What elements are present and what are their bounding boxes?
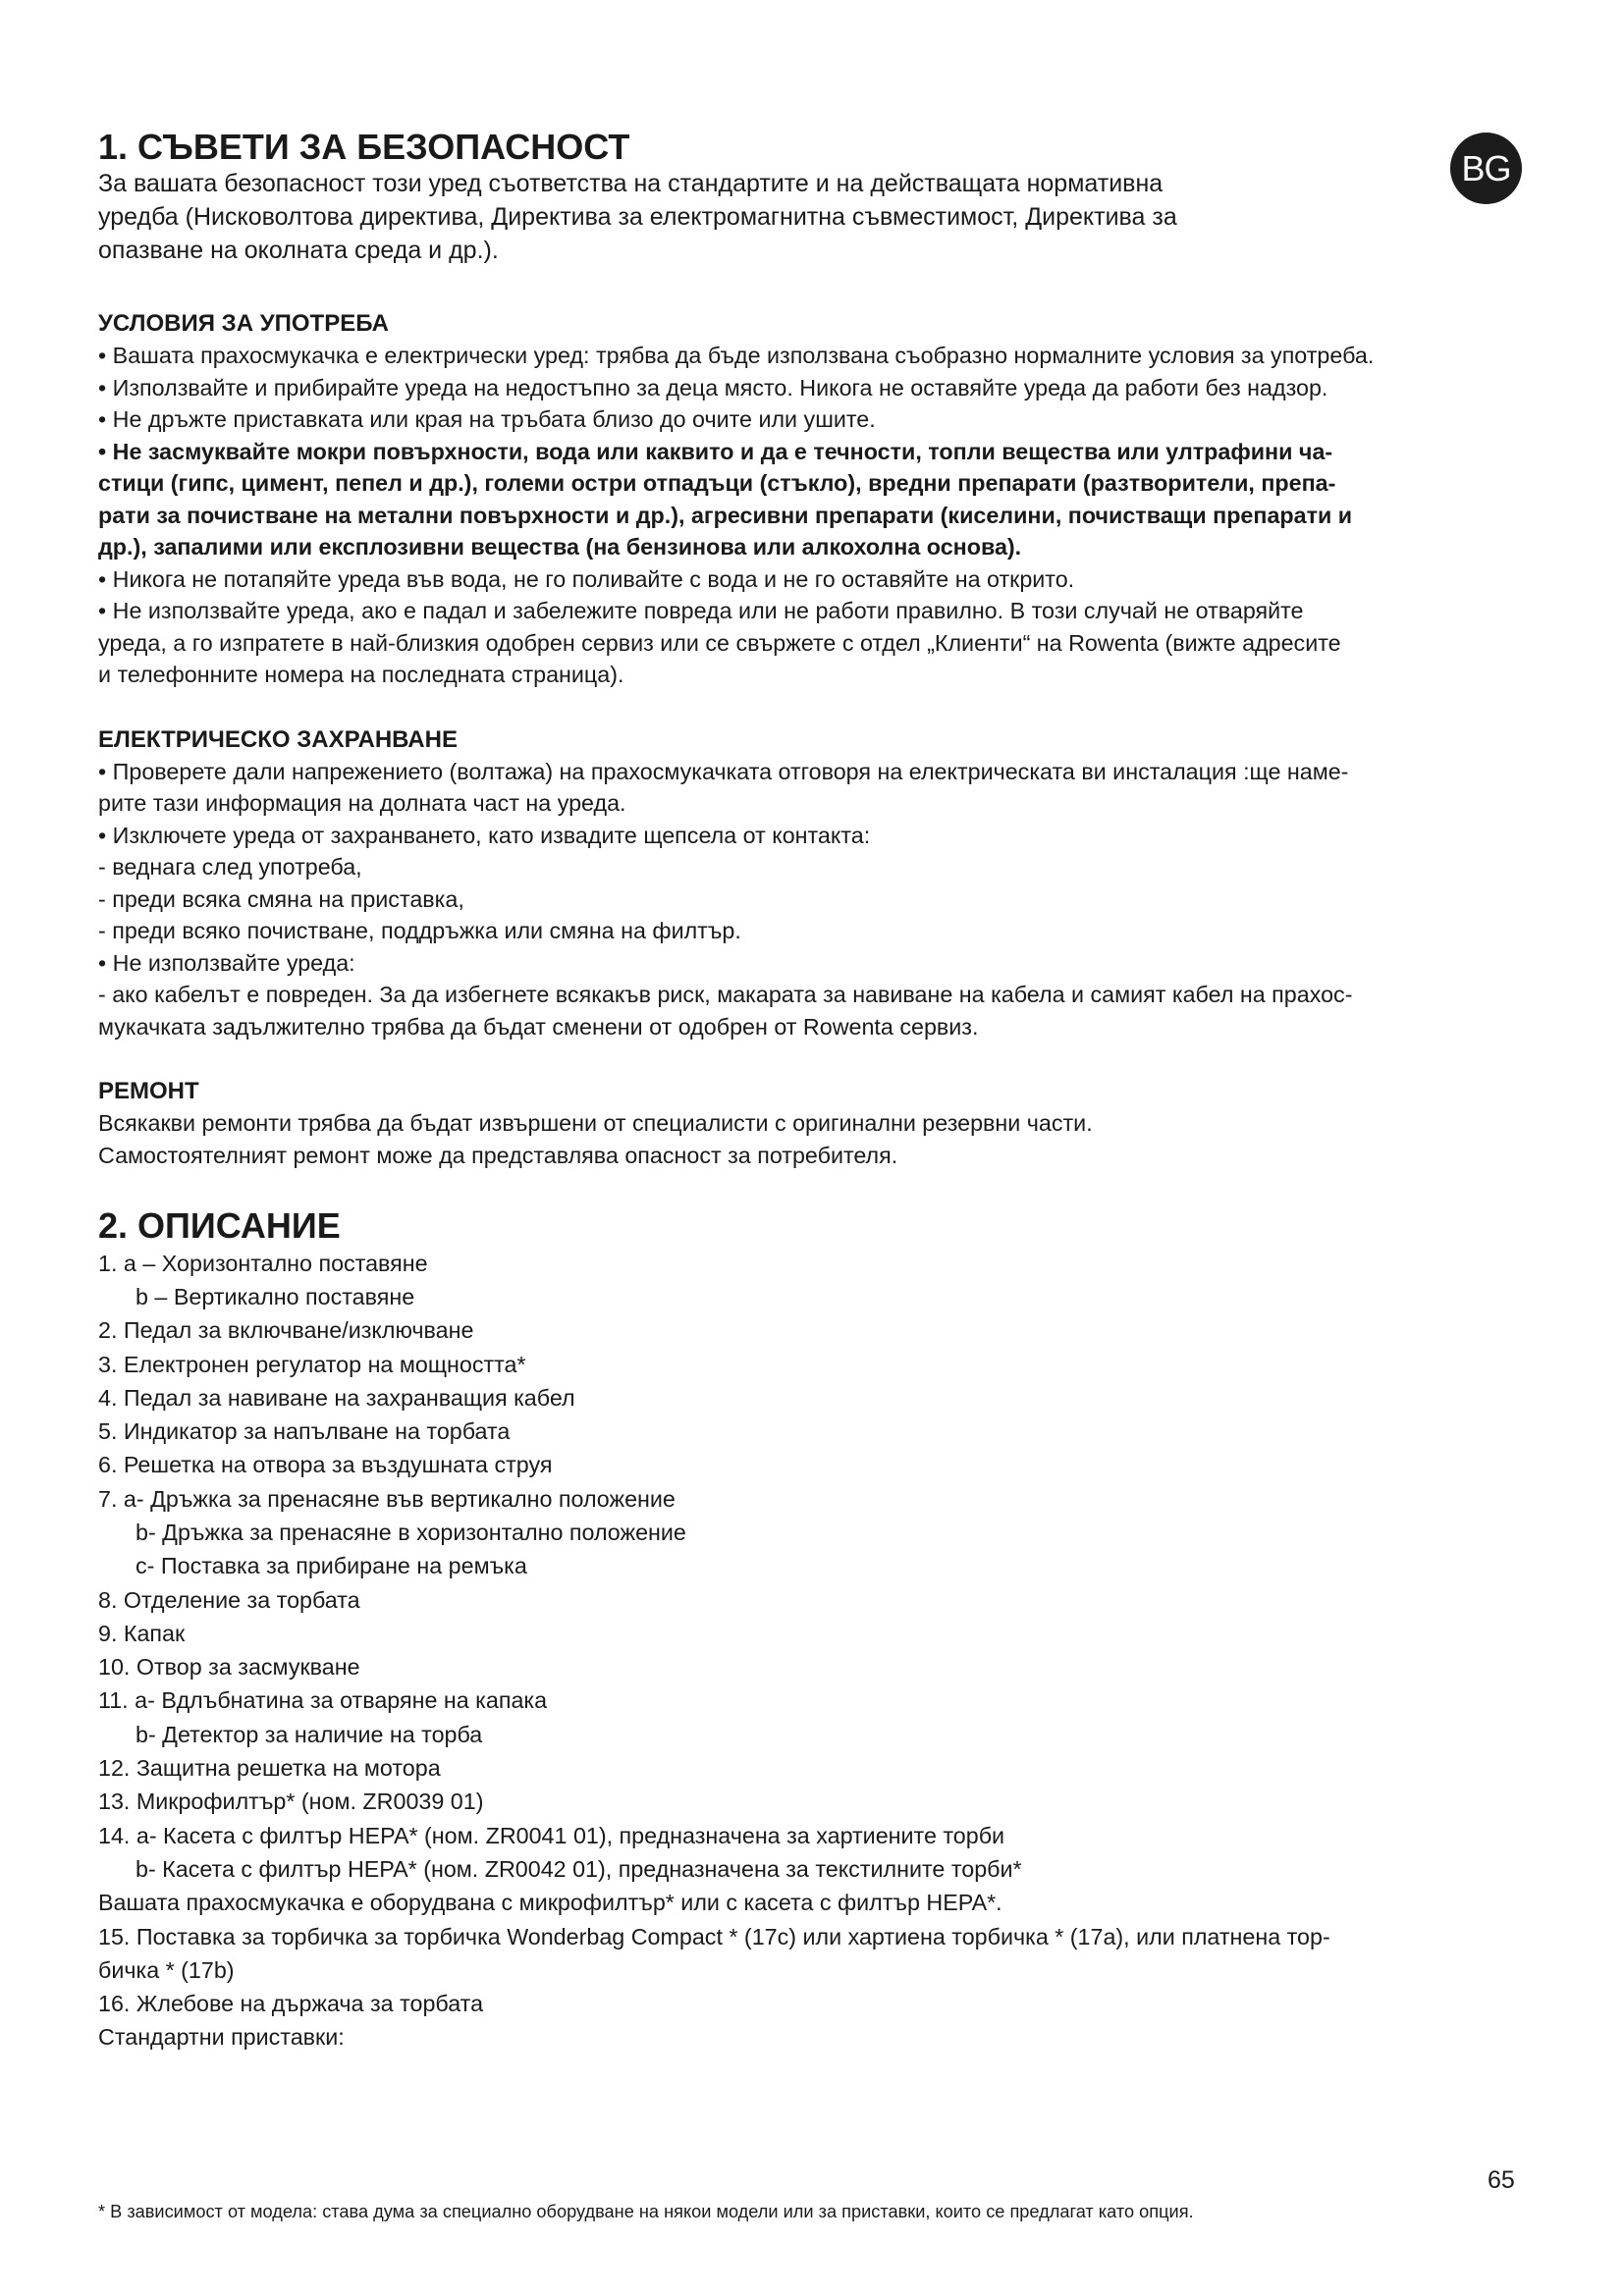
text-line: мукачката задължително трябва да бъдат сменени от одобрен от Rowenta сервиз. <box>98 1013 979 1040</box>
text-line: • Използвайте и прибирайте уреда на недостъпно за деца място. Никога не оставяйте уреда да работи без надзор. <box>98 374 1328 400</box>
repair-section <box>98 1076 1551 1171</box>
bold-warning-line: др.), запалими или експлозивни вещества (на бензинова или алкохолна основа). <box>98 534 1022 561</box>
page-number: 65 <box>1488 2166 1515 2194</box>
description-item: Стандартни приставки: <box>98 2024 345 2051</box>
text-line: - веднага след употреба, <box>98 854 362 881</box>
text-line: • Никога не потапяйте уреда във вода, не го поливайте с вода и не го оставяйте на открито. <box>98 565 1075 592</box>
description-item: b – Вертикално поставяне <box>135 1283 415 1309</box>
description-item: 1. a – Хоризонтално поставяне <box>98 1250 428 1276</box>
text-line: • Не използвайте уреда: <box>98 949 355 976</box>
intro-line: уредба (Нисковолтова директива, Директива за електромагнитна съвместимост, Директива за <box>98 203 1177 232</box>
text-line: Самостоятелният ремонт може да представлява опасност за потребителя. <box>98 1142 898 1168</box>
description-item: 6. Решетка на отвора за въздушната струя <box>98 1452 553 1478</box>
description-item: 5. Индикатор за напълване на торбата <box>98 1418 511 1445</box>
text-line: • Вашата прахосмукачка е електрически уред: трябва да бъде използвана съобразно нормалните условия за употреба. <box>98 343 1375 369</box>
text-line: уреда, а го изпратете в най-близкия одобрен сервиз или се свържете с отдел „Клиенти“ на Rowenta (вижте адресите <box>98 629 1341 656</box>
intro-line: опазване на околната среда и др.). <box>98 237 499 265</box>
description-item: 3. Електронен регулатор на мощността* <box>98 1351 526 1377</box>
text-line: - преди всяко почистване, поддръжка или смяна на филтър. <box>98 918 741 944</box>
description-item: 2. Педал за включване/изключване <box>98 1317 474 1344</box>
bold-warning-line: рати за почистване на метални повърхности и др.), агресивни препарати (киселини, почистващи препарати и <box>98 502 1353 528</box>
description-item: b- Касета с филтър HEPA* (ном. ZR0042 01), предназначена за текстилните торби* <box>135 1855 1022 1882</box>
footnote: * В зависимост от модела: става дума за специално оборудване на някои модели или за приставки, които се предлагат като опция. <box>98 2202 1194 2221</box>
text-line: - преди всяка смяна на приставка, <box>98 885 464 912</box>
language-badge: BG <box>1450 133 1522 204</box>
repair-heading: РЕМОНТ <box>98 1078 199 1105</box>
bold-warning-line: стици (гипс, цимент, пепел и др.), големи остри отпадъци (стъкло), вредни препарати (разтворители, препа- <box>98 470 1336 497</box>
text-line: рите тази информация на долната част на уреда. <box>98 790 626 817</box>
description-item: 14. a- Касета с филтър HEPA* (ном. ZR0041 01), предназначена за хартиените торби <box>98 1822 1005 1848</box>
conditions-section <box>98 308 1551 691</box>
text-line: • Не използвайте уреда, ако е падал и забележите повреда или не работи правилно. В този случай не отваряйте <box>98 598 1304 624</box>
conditions-heading: УСЛОВИЯ ЗА УПОТРЕБА <box>98 310 389 338</box>
page-content <box>98 128 1551 2055</box>
description-item: b- Детектор за наличие на торба <box>135 1721 483 1747</box>
text-line: • Изключете уреда от захранването, като извадите щепсела от контакта: <box>98 822 871 848</box>
electric-heading: ЕЛЕКТРИЧЕСКО ЗАХРАНВАНЕ <box>98 725 458 753</box>
description-item: 4. Педал за навиване на захранващия кабел <box>98 1384 575 1411</box>
description-item: 11. a- Вдлъбнатина за отваряне на капака <box>98 1687 548 1714</box>
description-item: 7. a- Дръжка за пренасяне във вертикално положение <box>98 1485 676 1512</box>
text-line: и телефонните номера на последната страница). <box>98 662 624 688</box>
intro-line: За вашата безопасност този уред съответства на стандартите и на действащата нормативна <box>98 170 1164 198</box>
text-line: • Не дръжте приставката или края на тръбата близо до очите или ушите. <box>98 406 876 433</box>
electric-section <box>98 724 1551 1043</box>
text-line: Всякакви ремонти трябва да бъдат извършени от специалисти с оригинални резервни части. <box>98 1110 1093 1137</box>
description-item: 9. Капак <box>98 1620 186 1646</box>
section-2-title: 2. ОПИСАНИЕ <box>98 1205 341 1247</box>
description-item: 12. Защитна решетка на мотора <box>98 1755 441 1782</box>
text-line: - ако кабелът е повреден. За да избегнете всякакъв риск, макарата за навиване на кабела и самият кабел на прахос- <box>98 982 1353 1008</box>
text-line: • Проверете дали напрежението (волтажа) на прахосмукачката отговоря на електрическата ви инсталация :ще наме- <box>98 758 1349 784</box>
description-list <box>98 1247 1551 2055</box>
section-1-title: 1. СЪВЕТИ ЗА БЕЗОПАСНОСТ <box>98 127 630 167</box>
description-item: 13. Микрофилтър* (ном. ZR0039 01) <box>98 1789 484 1815</box>
safety-intro <box>98 167 1551 267</box>
description-item: Вашата прахосмукачка е оборудвана с микрофилтър* или с касета с филтър HEPA*. <box>98 1890 1002 1916</box>
bold-warning-line: • Не засмуквайте мокри повърхности, вода или каквито и да е течности, топли вещества или ултрафини ча- <box>98 438 1333 464</box>
description-item: бичка * (17b) <box>98 1956 235 1983</box>
description-item: 16. Жлебове на държача за торбата <box>98 1991 484 2017</box>
description-item: b- Дръжка за пренасяне в хоризонтално положение <box>135 1520 686 1545</box>
description-item: 10. Отвор за засмукване <box>98 1654 360 1681</box>
description-item: c- Поставка за прибиране на ремъка <box>135 1553 527 1579</box>
description-item: 8. Отделение за торбата <box>98 1586 360 1613</box>
description-item: 15. Поставка за торбичка за торбичка Wonderbag Compact * (17c) или хартиена торбичка * (17a), или платнена тор- <box>98 1923 1330 1949</box>
